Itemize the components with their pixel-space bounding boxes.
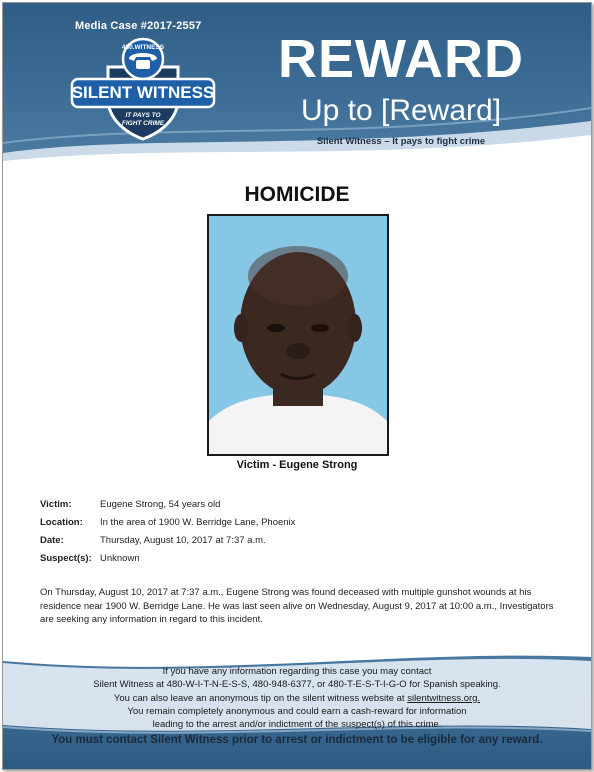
- detail-value: Unknown: [100, 553, 140, 564]
- svg-text:IT PAYS TO: IT PAYS TO: [125, 112, 161, 119]
- reward-title: REWARD: [278, 29, 524, 89]
- footer-line-2: Silent Witness at 480-W-I-T-N-E-S-S, 480-948-6377, or 480-T-E-S-T-I-G-O for Spanish speaking.: [93, 679, 501, 691]
- footer-line-4: You remain completely anonymous and could earn a cash-reward for information: [127, 705, 467, 717]
- detail-row-date: [40, 535, 295, 553]
- footer-banner: [3, 651, 591, 769]
- svg-text:480.WITNESS: 480.WITNESS: [121, 44, 165, 51]
- tagline: Silent Witness – It pays to fight crime: [316, 136, 486, 147]
- detail-row-victim: [40, 499, 295, 517]
- detail-label: Suspect(s):: [40, 553, 92, 564]
- detail-label: Date:: [40, 535, 64, 546]
- website-link[interactable]: silentwitness.org.: [407, 692, 481, 704]
- reward-amount: Up to [Reward]: [300, 94, 502, 127]
- footer-line-3: [3, 692, 591, 705]
- detail-row-suspects: [40, 553, 295, 571]
- victim-photo: [207, 214, 389, 456]
- detail-label: Location:: [40, 517, 83, 528]
- crime-type-heading: HOMICIDE: [244, 183, 350, 206]
- footer-line-3-text: You can also leave an anonymous tip on the silent witness website at: [113, 692, 408, 704]
- footer-line-1: If you have any information regarding this case you may contact: [162, 666, 432, 677]
- svg-text:FIGHT CRIME: FIGHT CRIME: [121, 120, 165, 127]
- footer-contact-info: [3, 665, 591, 731]
- footer-eligibility-notice: You must contact Silent Witness prior to arrest or indictment to be eligible for any reward.: [51, 734, 543, 746]
- detail-value: Eugene Strong, 54 years old: [100, 499, 221, 510]
- photo-caption: Victim - Eugene Strong: [236, 459, 358, 471]
- detail-row-location: [40, 517, 295, 535]
- flyer-page: [2, 2, 592, 770]
- detail-value: In the area of 1900 W. Berridge Lane, Phoenix: [100, 517, 296, 528]
- case-summary: On Thursday, August 10, 2017 at 7:37 a.m., Eugene Strong was found deceased with multiple gunshot wounds at his residence near 1900 W. Berridge Lane. He was last seen alive on Wednesday, August 9, 2017 at 10:00 a.m., Investigators are seeking any information in regard to this incident.: [40, 587, 554, 626]
- header-banner: [3, 3, 591, 171]
- media-case-number: Media Case #2017-2557: [75, 20, 202, 32]
- svg-text:SILENT WITNESS: SILENT WITNESS: [71, 83, 215, 102]
- detail-label: Victim:: [40, 499, 72, 510]
- case-details: [40, 499, 295, 571]
- footer-line-5: leading to the arrest and/or indictment of the suspect(s) of this crime.: [152, 719, 442, 731]
- detail-value: Thursday, August 10, 2017 at 7:37 a.m.: [100, 535, 266, 546]
- silent-witness-logo: [70, 37, 216, 141]
